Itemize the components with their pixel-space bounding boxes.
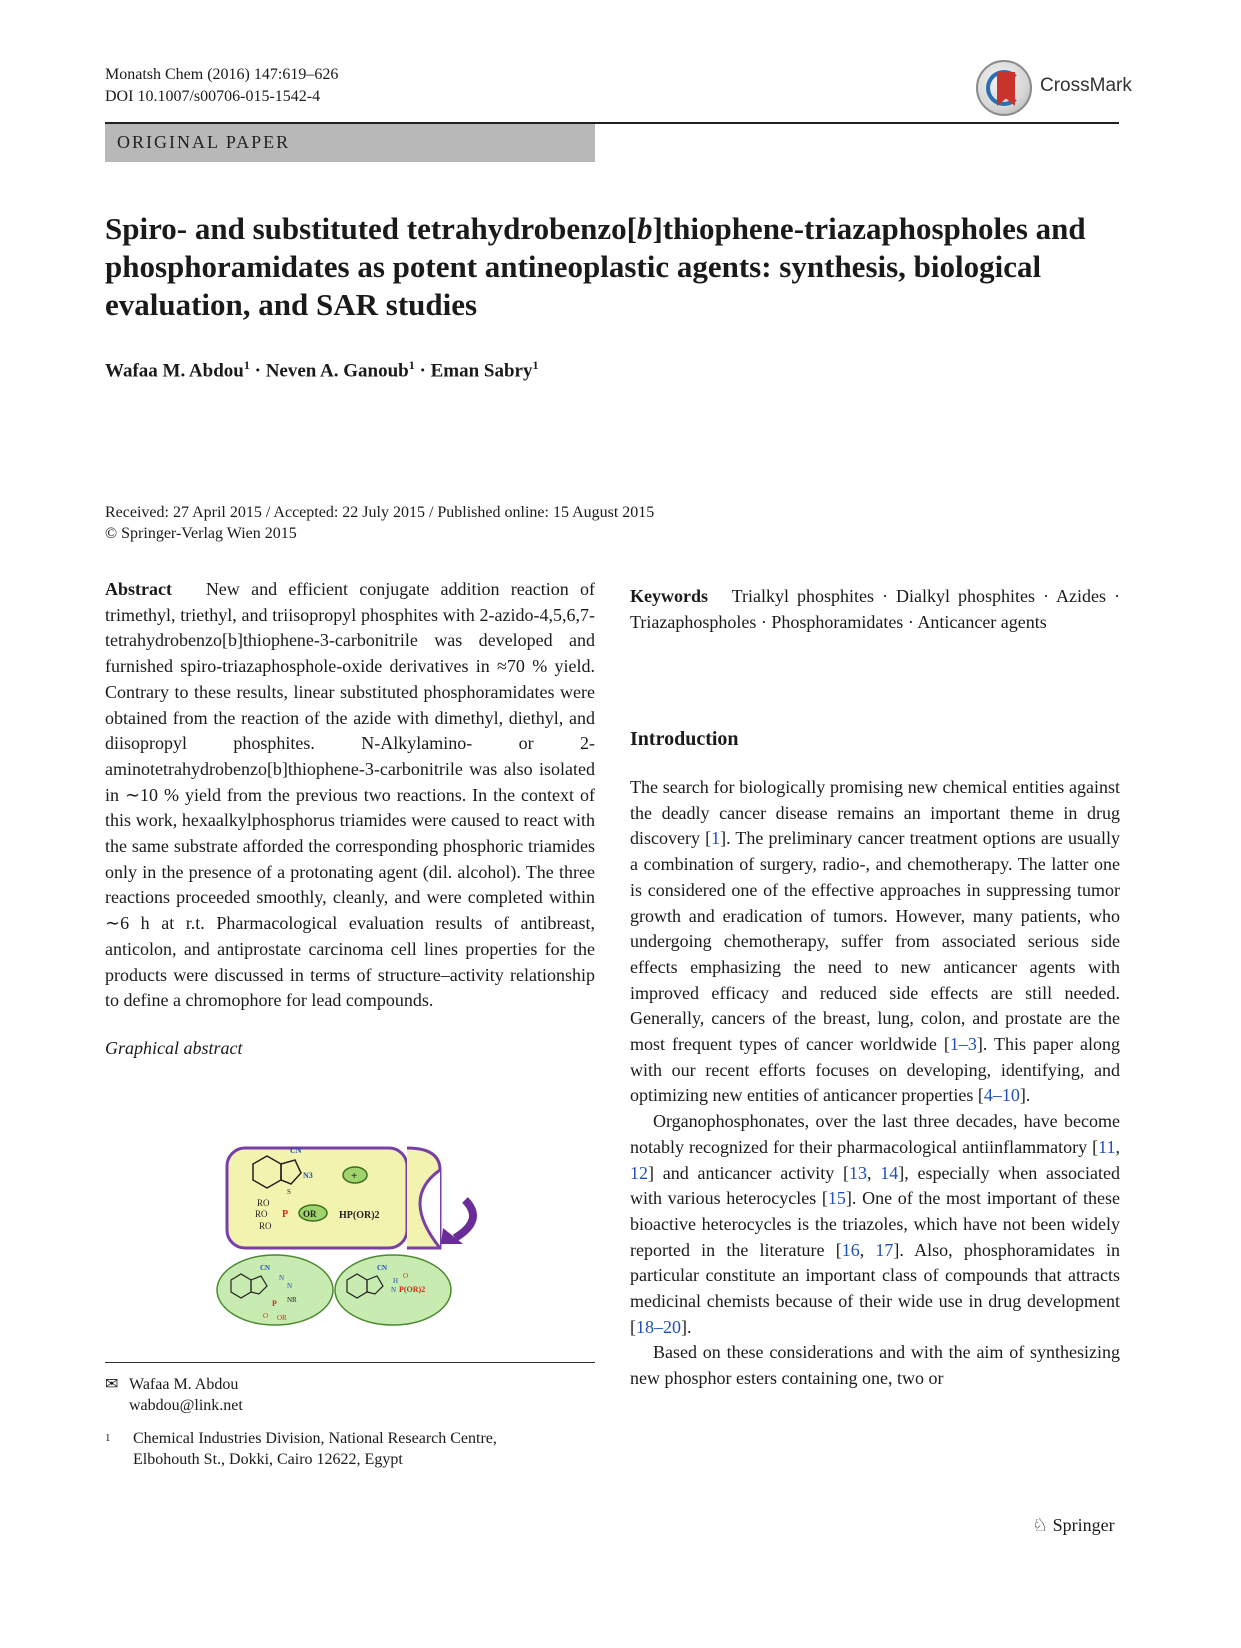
citation-link[interactable]: 16 <box>841 1239 860 1260</box>
citation-link[interactable]: 13 <box>849 1162 867 1183</box>
paragraph-text: ]. This paper along with our recent efforts focuses on developing, identifying, and optimizing new entities of anticancer properties [ <box>630 1034 1120 1106</box>
keyword: Dialkyl phosphites <box>896 586 1036 606</box>
svg-text:CN: CN <box>377 1264 388 1272</box>
keywords-heading: Keywords <box>630 586 708 606</box>
citation-link[interactable]: 14 <box>880 1162 899 1183</box>
envelope-icon: ✉ <box>105 1376 119 1393</box>
section-label: ORIGINAL PAPER <box>117 132 291 152</box>
svg-text:P(OR)2: P(OR)2 <box>399 1285 426 1294</box>
history-line: Received: 27 April 2015 / Accepted: 22 July 2015 / Published online: 15 August 2015 <box>105 504 655 521</box>
author-list: Wafaa M. Abdou$^1$ · Neven A. Ganoub$^1$ · Eman Sabry$^1$ <box>105 358 539 382</box>
paragraph-text: ]. One of the most important of these bioactive heterocycles is the triazoles, which have not been widely reported in the literature [ <box>630 1188 1120 1260</box>
svg-text:NR: NR <box>287 1296 297 1304</box>
keywords: Keywords Trialkyl phosphites · Dialkyl phosphites · Azides · Triazaphospholes · Phosphoramidates · Anticancer agents <box>630 586 1121 632</box>
graphical-abstract-figure <box>215 1140 515 1340</box>
svg-text:N: N <box>279 1274 285 1282</box>
svg-text:H: H <box>393 1277 399 1285</box>
svg-text:O: O <box>263 1312 269 1320</box>
copyright-line: © Springer-Verlag Wien 2015 <box>105 525 297 542</box>
svg-text:N: N <box>391 1286 397 1294</box>
graphical-abstract-label: Graphical abstract <box>105 1037 243 1058</box>
abstract <box>105 577 595 1062</box>
svg-text:RO: RO <box>259 1221 272 1231</box>
author-name[interactable]: Neven A. Ganoub <box>265 360 409 382</box>
svg-text:RO: RO <box>255 1209 268 1219</box>
svg-text:P: P <box>282 1209 289 1220</box>
introduction-body <box>630 775 1120 1392</box>
crossmark-label: CrossMark <box>1040 75 1132 96</box>
svg-text:N: N <box>287 1282 293 1290</box>
paragraph-text: ]. <box>681 1316 692 1337</box>
citation-link[interactable]: 12 <box>630 1162 648 1183</box>
doi[interactable]: DOI 10.1007/s00706-015-1542-4 <box>105 88 321 105</box>
introduction-paragraph <box>630 1340 1120 1391</box>
corresponding-author-name: Wafaa M. Abdou <box>129 1376 239 1393</box>
keyword: Azides <box>1056 586 1107 606</box>
paragraph-text: Based on these considerations and with the aim of synthesizing new phosphor esters containing one, two or <box>630 1342 1120 1389</box>
affiliation-number: 1 <box>105 1432 111 1444</box>
paper-title: Spiro- and substituted tetrahydrobenzo[b]thiophene-triazaphospholes and phosphoramidates as potent antineoplastic agents: synthesis, biological evaluation, and SAR studies <box>105 211 1086 322</box>
paragraph-text: , <box>859 1239 876 1260</box>
paragraph-text: ], especially when associated with various heterocycles [ <box>630 1162 1121 1209</box>
svg-text:OR: OR <box>277 1314 287 1322</box>
keyword: Triazaphospholes <box>630 611 757 632</box>
svg-text:OR: OR <box>303 1209 317 1219</box>
abstract-heading: Abstract <box>105 579 172 599</box>
publisher-name: Springer <box>1052 1515 1115 1535</box>
paragraph-text: Organophosphonates, over the last three decades, have become notably recognized for their pharmacological antiinflammatory [ <box>630 1111 1120 1157</box>
keyword: Phosphoramidates <box>771 611 904 632</box>
author-name[interactable]: Wafaa M. Abdou <box>105 360 244 382</box>
author-name[interactable]: Eman Sabry <box>430 360 533 382</box>
svg-text:P: P <box>272 1299 277 1308</box>
introduction-paragraph <box>630 1109 1120 1340</box>
springer-horse-icon: ♘ <box>1032 1515 1049 1535</box>
paragraph-text: ]. Also, phosphoramidates in particular constitute an important class of compounds that attracts medicinal chemists because of their wide use in drug development [ <box>630 1239 1121 1337</box>
section-band <box>105 124 595 162</box>
citation-link[interactable]: 1 <box>711 828 721 849</box>
introduction-heading: Introduction <box>630 728 739 750</box>
crossmark-badge[interactable] <box>976 60 1156 120</box>
svg-text:HP(OR)2: HP(OR)2 <box>339 1210 380 1221</box>
svg-text:CN: CN <box>290 1146 302 1155</box>
citation-link[interactable]: 4–10 <box>983 1085 1020 1106</box>
citation-link[interactable]: 18–20 <box>636 1316 681 1337</box>
svg-text:CN: CN <box>260 1264 271 1272</box>
citation-link[interactable]: 17 <box>875 1239 894 1260</box>
spiro-product-ellipse <box>217 1255 333 1325</box>
svg-text:RO: RO <box>257 1198 270 1208</box>
keyword: Trialkyl phosphites <box>731 586 875 606</box>
paragraph-text: , <box>867 1162 881 1183</box>
paragraph-text: The search for biologically promising new chemical entities against the deadly cancer disease remains an important theme in drug discovery [ <box>630 777 1120 849</box>
svg-text:+: + <box>351 1170 358 1182</box>
publication-dates <box>105 502 654 544</box>
citation-link[interactable]: 1–3 <box>949 1034 977 1055</box>
citation-link[interactable]: 11 <box>1098 1136 1116 1157</box>
corresponding-author <box>105 1374 243 1416</box>
abstract-text: New and efficient conjugate addition reaction of trimethyl, triethyl, and triisopropyl phosphites with 2-azido-4,5,6,7-tetrahydrobenzo[b]thiophene-3-carbonitrile was developed and furnished spiro-triazaphosphole-oxide derivatives in ≈70 % yield. Contrary to these results, linear substituted phosphoramidates were obtained from the reaction of the azide with dimethyl, diethyl, and diisopropyl phosphites. N-Alkylamino- or 2-aminotetrahydrobenzo[b]thiophene-3-carbonitrile was also isolated in ∼10 % yield from the previous two reactions. In the context of this work, hexaalkylphosphorus triamides were caused to react with the same substrate afforded the corresponding phosphoric triamides only in the presence of a protonating agent (dil. alcohol). The three reactions proceeded smoothly, cleanly, and were completed within ∼6 h at r.t. Pharmacological evaluation results of antibreast, anticolon, and antiprostate carcinoma cell lines properties for the products were discussed in terms of structure–activity relationship to define a chromophore for lead compounds. <box>105 579 595 1011</box>
introduction-paragraph <box>630 775 1120 1109</box>
svg-text:O: O <box>403 1272 409 1280</box>
crossmark-icon <box>976 60 1032 116</box>
paragraph-text: ]. <box>1019 1085 1031 1106</box>
paragraph-text: , <box>1115 1136 1120 1157</box>
publisher-logo <box>1032 1515 1115 1536</box>
svg-text:S: S <box>287 1188 291 1196</box>
citation-link[interactable]: 15 <box>827 1188 846 1209</box>
corresponding-author-email[interactable]: wabdou@link.net <box>129 1397 243 1414</box>
affiliation-line: Chemical Industries Division, National Research Centre, <box>133 1430 497 1447</box>
paragraph-text: ] and anticancer activity [ <box>648 1162 849 1183</box>
paragraph-text: ]. The preliminary cancer treatment options are usually a combination of surgery, radio-, and chemotherapy. The latter one is considered one of the effective approaches in suppressing tumor growth and eradication of tumors. However, many patients, who undergoing chemotherapy, suffer from associated serious side effects emphasizing the need to new anticancer agents with improved efficacy and reduced side effects are still needed. Generally, cancers of the breast, lung, colon, and prostate are the most frequent types of cancer worldwide [ <box>630 828 1120 1055</box>
affiliation <box>105 1428 497 1468</box>
svg-text:N3: N3 <box>303 1171 313 1180</box>
journal-citation: Monatsh Chem (2016) 147:619–626 <box>105 66 339 83</box>
affiliation-line: Elbohouth St., Dokki, Cairo 12622, Egypt <box>133 1451 403 1468</box>
journal-header <box>105 64 338 108</box>
footnote-rule <box>105 1362 595 1363</box>
keyword: Anticancer agents <box>917 611 1047 632</box>
